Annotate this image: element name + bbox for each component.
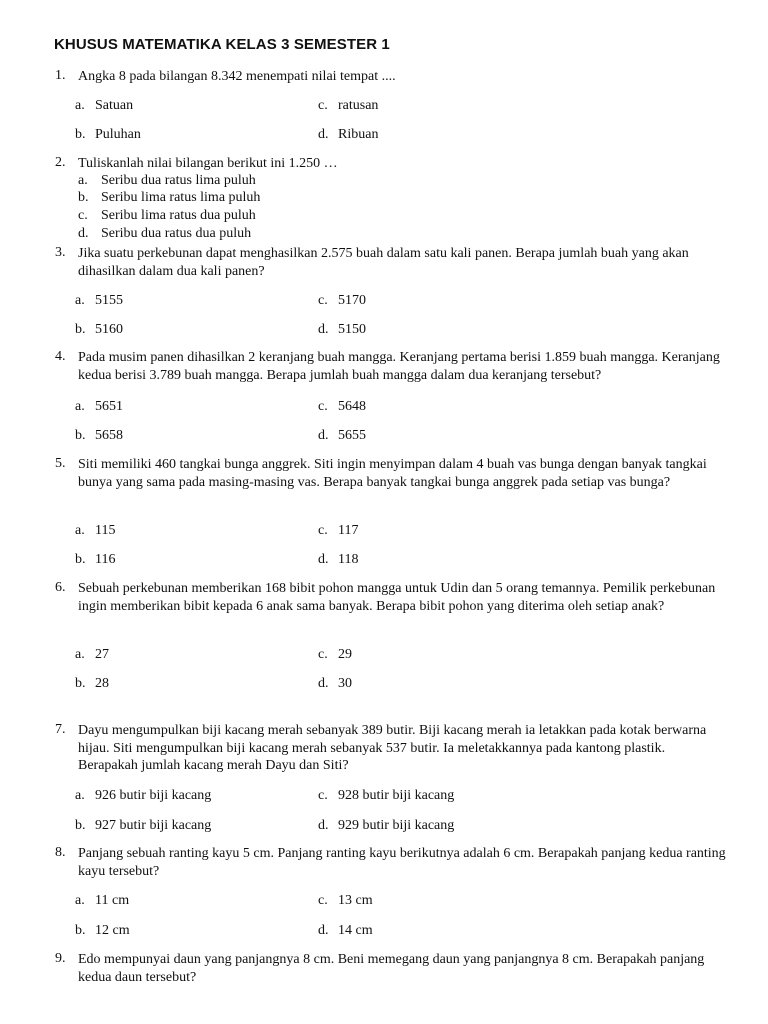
option-a: a. 115 — [75, 523, 116, 538]
option-b: b. Seribu lima ratus lima puluh — [78, 190, 261, 205]
option-d: d. 5150 — [318, 322, 366, 337]
question-number: 3. — [55, 245, 66, 260]
page-title: KHUSUS MATEMATIKA KELAS 3 SEMESTER 1 — [54, 36, 390, 53]
option-a: a. 5651 — [75, 399, 123, 414]
option-c: c. 928 butir biji kacang — [318, 788, 455, 803]
question-text: Dayu mengumpulkan biji kacang merah sebanyak 389 butir. Biji kacang merah ia letakkan pada kotak berwarna hijau. Siti mengumpulkan biji kacang merah sebanyak 537 butir. Ia meletakkannya pada kantong plastik. Berapakah jumlah kacang merah Dayu dan Siti? — [78, 723, 707, 773]
option-d: d. 929 butir biji kacang — [318, 818, 455, 833]
option-c: c. 117 — [318, 523, 359, 538]
question-number: 5. — [55, 456, 66, 471]
option-b: b. Puluhan — [75, 127, 141, 142]
option-b: b. 12 cm — [75, 923, 130, 938]
option-b: b. 28 — [75, 676, 109, 691]
option-a: a. 926 butir biji kacang — [75, 788, 212, 803]
option-a: a. Seribu dua ratus lima puluh — [78, 173, 256, 188]
question-number: 4. — [55, 349, 66, 364]
option-a: a. 11 cm — [75, 893, 130, 908]
option-c: c. Seribu lima ratus dua puluh — [78, 208, 256, 223]
question-number: 8. — [55, 845, 66, 860]
option-c: c. 29 — [318, 647, 352, 662]
option-b: b. 116 — [75, 552, 116, 567]
question-text: Panjang sebuah ranting kayu 5 cm. Panjang ranting kayu berikutnya adalah 6 cm. Berapakah panjang kedua ranting kayu tersebut? — [78, 846, 726, 879]
question-text: Pada musim panen dihasilkan 2 keranjang buah mangga. Keranjang pertama berisi 1.859 buah mangga. Keranjang kedua berisi 3.789 buah mangga. Berapa jumlah buah mangga dalam dua keranjang tersebut? — [78, 350, 720, 383]
option-d: d. 5655 — [318, 428, 366, 443]
question-text: Angka 8 pada bilangan 8.342 menempati nilai tempat .... — [78, 69, 396, 84]
option-c: c. ratusan — [318, 98, 379, 113]
option-a: a. 5155 — [75, 293, 123, 308]
question-number: 7. — [55, 722, 66, 737]
option-c: c. 13 cm — [318, 893, 373, 908]
question-number: 2. — [55, 155, 66, 170]
question-number: 9. — [55, 951, 66, 966]
option-b: b. 927 butir biji kacang — [75, 818, 212, 833]
option-c: c. 5648 — [318, 399, 366, 414]
option-d: d. Ribuan — [318, 127, 379, 142]
option-d: d. 14 cm — [318, 923, 373, 938]
option-b: b. 5160 — [75, 322, 123, 337]
question-text: Jika suatu perkebunan dapat menghasilkan 2.575 buah dalam satu kali panen. Berapa jumlah buah yang akan dihasilkan dalam dua kali panen? — [78, 246, 689, 279]
option-b: b. 5658 — [75, 428, 123, 443]
option-a: a. Satuan — [75, 98, 134, 113]
question-number: 1. — [55, 68, 66, 83]
question-text: Siti memiliki 460 tangkai bunga anggrek. Siti ingin menyimpan dalam 4 buah vas bunga dengan banyak tangkai bunya yang sama pada masing-masing vas. Berapa banyak tangkai bunga anggrek pada setiap vas bunga? — [78, 457, 707, 490]
option-d: d. 118 — [318, 552, 359, 567]
question-number: 6. — [55, 580, 66, 595]
option-c: c. 5170 — [318, 293, 366, 308]
question-text: Edo mempunyai daun yang panjangnya 8 cm. Beni memegang daun yang panjangnya 8 cm. Berapakah panjang kedua daun tersebut? — [78, 952, 705, 985]
question-text: Sebuah perkebunan memberikan 168 bibit pohon mangga untuk Udin dan 5 orang temannya. Pemilik perkebunan ingin memberikan bibit kepada 6 anak sama banyak. Berapa bibit pohon yang diterima oleh setiap anak? — [78, 581, 716, 614]
option-d: d. Seribu dua ratus dua puluh — [78, 226, 252, 241]
option-d: d. 30 — [318, 676, 352, 691]
question-text: Tuliskanlah nilai bilangan berikut ini 1.250 … — [78, 156, 338, 171]
option-a: a. 27 — [75, 647, 109, 662]
